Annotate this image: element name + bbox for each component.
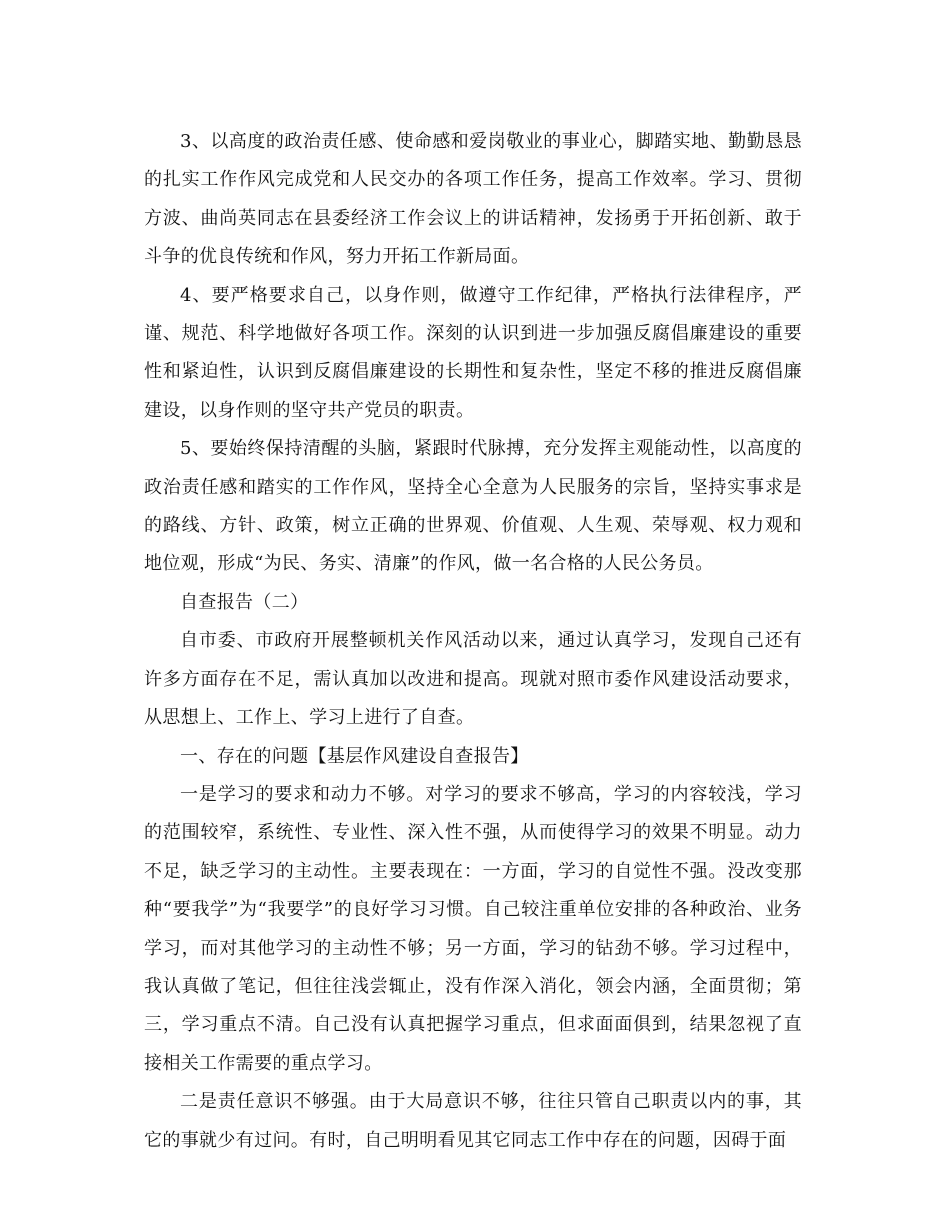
paragraph-item-4: 4、要严格要求自己，以身作则，做遵守工作纪律，严格执行法律程序，严谨、规范、科学地做好各项工作。深刻的认识到进一步加强反腐倡廉建设的重要性和紧迫性，认识到反腐倡廉建设的长期性和复杂性，坚定不移的推进反腐倡廉建设，以身作则的坚守共产党员的职责。 <box>144 284 802 421</box>
paragraph-item-3: 3、以高度的政治责任感、使命感和爱岗敬业的事业心，脚踏实地、勤勤恳恳的扎实工作作风完成党和人民交办的各项工作任务，提高工作效率。学习、贯彻方波、曲尚英同志在县委经济工作会议上的讲话精神，发扬勇于开拓创新、敢于斗争的优良传统和作风，努力开拓工作新局面。 <box>144 131 802 268</box>
paragraph-problem-one: 一是学习的要求和动力不够。对学习的要求不够高，学习的内容较浅，学习的范围较窄，系统性、专业性、深入性不强，从而使得学习的效果不明显。动力不足，缺乏学习的主动性。主要表现在：一方面，学习的自觉性不强。没改变那种“要我学”为“我要学”的良好学习习惯。自己较注重单位安排的各种政治、业务学习，而对其他学习的主动性不够；另一方面，学习的钻劲不够。学习过程中，我认真做了笔记，但往往浅尝辄止，没有作深入消化，领会内涵，全面贯彻；第三，学习重点不清。自己没有认真把握学习重点，但求面面俱到，结果忽视了直接相关工作需要的重点学习。 <box>144 783 802 1074</box>
paragraph-problem-two: 二是责任意识不够强。由于大局意识不够，往往只管自己职责以内的事，其它的事就少有过问。有时，自己明明看见其它同志工作中存在的问题，因碍于面 <box>144 1091 802 1151</box>
paragraph-item-5: 5、要始终保持清醒的头脑，紧跟时代脉搏，充分发挥主观能动性，以高度的政治责任感和踏实的工作作风，坚持全心全意为人民服务的宗旨，坚持实事求是的路线、方针、政策，树立正确的世界观、价值观、人生观、荣辱观、权力观和地位观，形成“为民、务实、清廉”的作风，做一名合格的人民公务员。 <box>144 438 802 575</box>
paragraph-intro: 自市委、市政府开展整顿机关作风活动以来，通过认真学习，发现自己还有许多方面存在不足，需认真加以改进和提高。现就对照市委作风建设活动要求，从思想上、工作上、学习上进行了自查。 <box>144 630 802 729</box>
section-heading-problems: 一、存在的问题【基层作风建设自查报告】 <box>180 745 529 767</box>
section-heading-report-two: 自查报告（二） <box>180 591 309 613</box>
document-page <box>144 123 802 1160</box>
